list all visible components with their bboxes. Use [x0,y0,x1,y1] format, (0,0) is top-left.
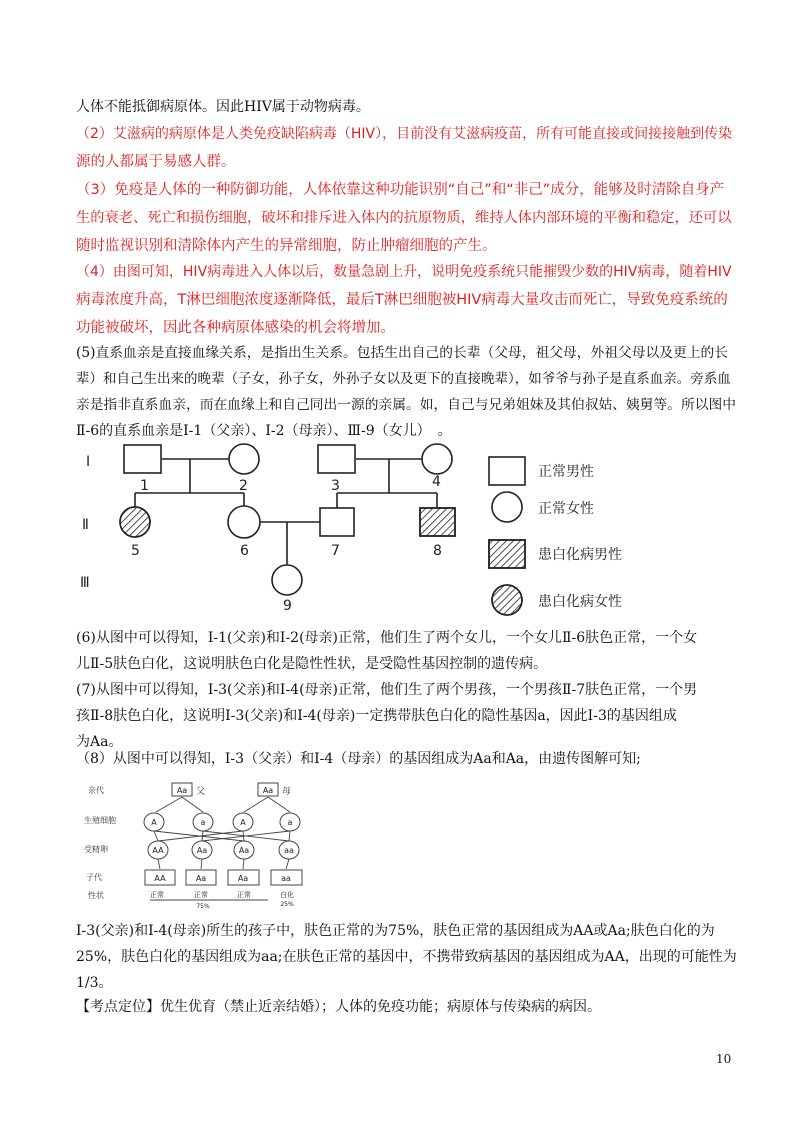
gamete: A [151,818,157,827]
offspring-genotype: Aa [237,874,249,883]
legend-label: 正常女性 [538,501,594,517]
offspring-genotype: aa [281,874,291,883]
answer-8 [76,746,738,772]
text-line: （2）艾滋病的病原体是人类免疫缺陷病毒（HIV），目前没有艾滋病疫苗，所有可能直接或间接接触到传染 [76,126,733,142]
text-line: (6)从图中可以得知，Ⅰ-1(父亲)和Ⅰ-2(母亲)正常，他们生了两个女儿，一个女儿Ⅱ-6肤色正常，一个女 [76,630,698,646]
text-line: 病毒浓度升高，T淋巴细胞浓度逐渐降低，最后T淋巴细胞被HIV病毒大量攻击而死亡，导致免疫系统的 [76,292,728,308]
zygote: aa [284,846,294,855]
individual-id: 9 [283,598,292,614]
parent-tag: 母 [282,787,292,797]
trait: 正常 [150,891,164,899]
text-line: （8）从图中可以得知，Ⅰ-3（父亲）和Ⅰ-4（母亲）的基因组成为Aa和Aa，由遗传图解可知; [76,751,641,767]
text-line: (7)从图中可以得知，Ⅰ-3(父亲)和Ⅰ-4(母亲)正常，他们生了两个男孩，一个男孩Ⅱ-7肤色正常，一个男 [76,682,698,698]
parent-genotype: Aa [262,786,274,795]
legend-affected-male-symbol [489,540,525,568]
text-line: 为Aa。 [76,734,123,750]
gamete: A [240,818,246,827]
text-line: Ⅱ-6的直系血亲是Ⅰ-1（父亲）、Ⅰ-2（母亲）、Ⅲ-9（女儿） 。 [76,423,452,439]
text-line: 儿Ⅱ-5肤色白化，这说明肤色白化是隐性性状，是受隐性基因控制的遗传病。 [76,656,548,672]
offspring-genotype: Aa [195,874,207,883]
legend-label: 患白化病男性 [538,547,622,563]
gamete: a [287,818,293,827]
generation-label: Ⅲ [80,575,90,591]
legend-label: 正常男性 [538,464,594,480]
row-label: 生殖细胞 [84,816,116,825]
page-number: 10 [716,1052,732,1066]
generation-label: Ⅰ [86,454,91,470]
row-label: 子代 [86,873,102,882]
genetic-cross-diagram [84,783,302,910]
offspring-genotype: AA [154,874,166,883]
individual-id: 8 [433,543,442,559]
individual-id: 6 [240,543,249,559]
individual-5-affected-female [120,507,150,537]
text-line: 25%，肤色白化的基因组成为aa;在肤色正常的基因中，不携带致病基因的基因组成为AA，出现的可能性为 [76,949,737,965]
parent-genotype: Aa [176,786,188,795]
text-line: （3）免疫是人体的一种防御功能，人体依靠这种功能识别“自己”和“非己”成分，能够及时清除自身产 [76,182,725,198]
row-label: 性状 [88,891,104,900]
zygote: Aa [196,846,208,855]
individual-id: 1 [140,478,149,494]
text-line: （4）由图可知，HIV病毒进入人体以后，数量急剧上升，说明免疫系统只能摧毁少数的HIV病毒，随着HIV [76,264,732,280]
percent-albino: 25% [280,901,294,908]
row-label: 亲代 [88,786,104,795]
key-point-location [76,994,738,1020]
percent-normal: 75% [196,903,210,910]
individual-id: 7 [331,543,340,559]
trait: 正常 [237,891,251,899]
legend-label: 患白化病女性 [538,594,622,610]
text-line: 功能被破坏，因此各种病原体感染的机会将增加。 [76,320,395,336]
text-line: 源的人都属于易感人群。 [76,154,236,170]
answer-7 [76,677,738,755]
legend-affected-female-symbol [492,585,522,615]
parent-tag: 父 [196,787,206,797]
text-line: 人体不能抵御病原体。因此HIV属于动物病毒。 [76,99,370,115]
generation-label: Ⅱ [82,517,89,533]
zygote: Aa [238,846,250,855]
individual-id: 2 [239,478,248,494]
text-line: 生的衰老、死亡和损伤细胞，破坏和排斥进入体内的抗原物质，维持人体内部环境的平衡和稳定，还可以 [76,210,732,226]
individual-id: 5 [131,543,140,559]
text-line: Ⅰ-3(父亲)和Ⅰ-4(母亲)所生的孩子中，肤色正常的为75%，肤色正常的基因组成为AA或Aa;肤色白化的为 [76,923,715,939]
answer-conclusion [76,918,738,996]
trait: 正常 [194,891,208,899]
text-line: 随时监视识别和清除体内产生的异常细胞，防止肿瘤细胞的产生。 [76,238,497,254]
individual-8-affected-male [420,508,455,536]
row-label: 受精卵 [84,845,108,854]
text-line: 【考点定位】优生优育（禁止近亲结婚）；人体的免疫功能；病原体与传染病的病因。 [76,999,601,1015]
trait: 白化 [280,891,294,899]
text-line: 辈）和自己生出来的晚辈（子女，孙子女，外孙子女以及更下的直接晚辈），如爷爷与孙子是直系血亲。旁系血 [76,371,731,387]
text-line: 亲是指非直系血亲，而在血缘上和自己同出一源的亲属。如，自己与兄弟姐妹及其伯叔姑、姨舅等。所以图中 [76,397,737,413]
individual-id: 4 [432,474,441,490]
individual-id: 3 [331,478,340,494]
gamete: a [200,818,206,827]
zygote: AA [152,846,164,855]
text-line: 1/3。 [76,975,113,991]
answer-6 [76,625,738,677]
text-line: (5)直系血亲是直接血缘关系，是指出生关系。包括生出自己的长辈（父母，祖父母，外祖父母以及更上的长 [76,345,728,361]
text-line: 孩Ⅱ-8肤色白化，这说明Ⅰ-3(父亲)和Ⅰ-4(母亲)一定携带肤色白化的隐性基因a，因此Ⅰ-3的基因组成 [76,708,677,724]
